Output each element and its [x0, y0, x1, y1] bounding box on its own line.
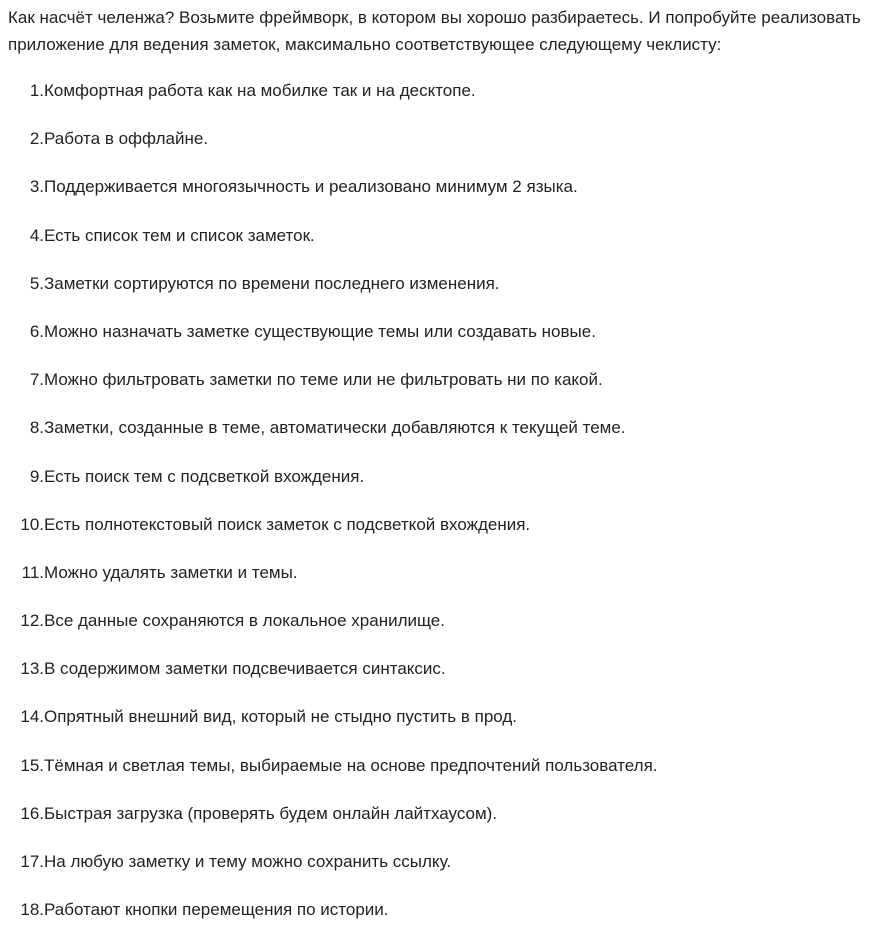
checklist-item	[8, 597, 871, 645]
item-number: 7.	[29, 370, 44, 390]
item-text: Есть список тем и список заметок.	[44, 225, 315, 245]
intro-paragraph: Как насчёт челенжа? Возьмите фреймворк, в котором вы хорошо разбираетесь. И попробуйте реализовать приложение для ведения заметок, максимально соответствующее следующему чеклисту:	[8, 8, 861, 54]
item-text: В содержимом заметки подсвечивается синтаксис.	[44, 659, 446, 679]
item-number: 16.	[20, 803, 44, 823]
checklist-item	[8, 308, 871, 356]
item-text: Есть полнотекстовый поиск заметок с подсветкой вхождения.	[44, 514, 531, 534]
item-text: Комфортная работа как на мобилке так и на десктопе.	[44, 81, 476, 100]
item-number: 2.	[29, 129, 44, 149]
item-number: 12.	[20, 611, 44, 631]
item-text: Все данные сохраняются в локальное хранилище.	[44, 611, 445, 631]
item-text: Заметки, созданные в теме, автоматически добавляются к текущей теме.	[44, 418, 626, 438]
checklist-item	[8, 212, 871, 260]
item-number: 14.	[20, 707, 44, 727]
checklist-item	[8, 838, 871, 886]
checklist-item	[8, 886, 871, 934]
checklist-item	[8, 404, 871, 452]
item-text: Заметки сортируются по времени последнего изменения.	[44, 273, 500, 293]
item-number: 4.	[29, 225, 44, 245]
item-text: Опрятный внешний вид, который не стыдно пустить в прод.	[44, 707, 518, 727]
checklist-item	[8, 67, 871, 115]
checklist-item	[8, 645, 871, 693]
item-number: 5.	[29, 273, 44, 293]
item-text: Можно удалять заметки и темы.	[44, 562, 298, 582]
item-text: Работают кнопки перемещения по истории.	[44, 900, 389, 920]
item-text: Быстрая загрузка (проверять будем онлайн лайтхаусом).	[44, 803, 498, 823]
item-number: 1.	[29, 81, 44, 100]
checklist-item	[8, 115, 871, 163]
checklist-item	[8, 356, 871, 404]
item-number: 13.	[20, 659, 44, 679]
checklist-item	[8, 163, 871, 211]
item-number: 15.	[20, 755, 44, 775]
item-text: Работа в оффлайне.	[44, 129, 209, 149]
checklist-item	[8, 549, 871, 597]
item-text: Можно фильтровать заметки по теме или не фильтровать ни по какой.	[44, 370, 603, 390]
checklist	[8, 67, 871, 934]
item-number: 3.	[29, 177, 44, 197]
checklist-item	[8, 693, 871, 741]
checklist-item	[8, 501, 871, 549]
item-text: На любую заметку и тему можно сохранить ссылку.	[44, 852, 452, 871]
checklist-item	[8, 790, 871, 838]
item-number: 6.	[29, 321, 44, 341]
item-text: Тёмная и светлая темы, выбираемые на основе предпочтений пользователя.	[44, 755, 658, 775]
checklist-item	[8, 742, 871, 790]
item-number: 18.	[20, 900, 44, 920]
checklist-item	[8, 260, 871, 308]
item-text: Поддерживается многоязычность и реализовано минимум 2 языка.	[44, 177, 578, 197]
item-number: 8.	[29, 418, 44, 438]
checklist-item	[8, 453, 871, 501]
item-number: 9.	[29, 466, 44, 486]
item-number: 10.	[20, 514, 44, 534]
item-number: 11.	[21, 562, 44, 582]
item-text: Есть поиск тем с подсветкой вхождения.	[44, 466, 365, 486]
item-text: Можно назначать заметке существующие темы или создавать новые.	[44, 321, 596, 341]
item-number: 17.	[20, 852, 44, 871]
